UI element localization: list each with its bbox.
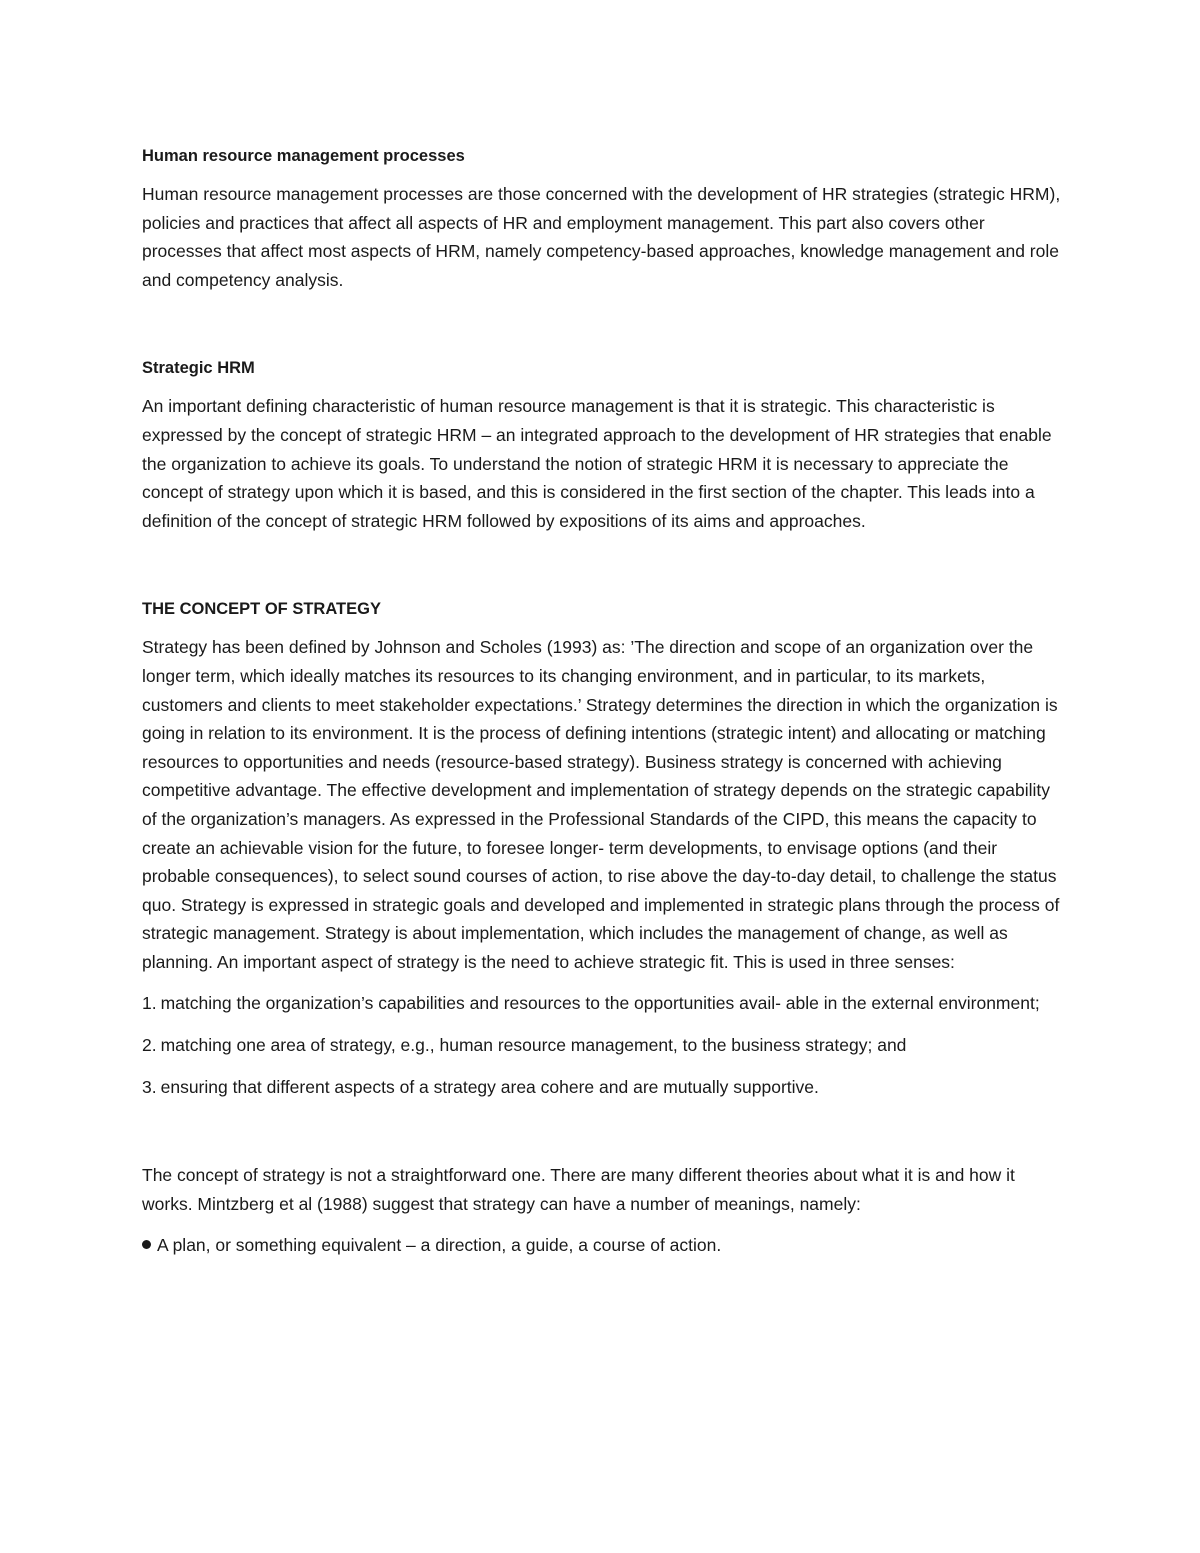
list-item-number: 2. [142,1035,157,1056]
list-item [142,1031,1062,1060]
bullet-item [142,1231,1062,1260]
list-item [142,989,1062,1018]
list-item-number: 3. [142,1076,157,1097]
list-item [142,1073,1062,1102]
paragraph-hrm-processes: Human resource management processes are those concerned with the development of HR strategies (strategic HRM), policies and practices that affect all aspects of HR and employment management. This part also covers other processes that affect most aspects of HRM, namely competency-based approaches, knowledge management and role and competency analysis. [142,184,1061,290]
bullet-icon [142,1240,151,1249]
bullet-item-text: A plan, or something equivalent – a direction, a guide, a course of action. [157,1235,722,1256]
document-page [142,142,1062,1260]
section-heading-strategic-hrm: Strategic HRM [142,359,255,378]
paragraph-strategy-meanings: The concept of strategy is not a straightforward one. There are many different theories about what it is and how it works. Mintzberg et al (1988) suggest that strategy can have a number of meanings, namely: [142,1165,1015,1214]
list-item-text: matching one area of strategy, e.g., human resource management, to the business strategy; and [160,1035,907,1056]
bullet-list [142,1231,1062,1260]
list-item-text: ensuring that different aspects of a strategy area cohere and are mutually supportive. [160,1076,819,1097]
paragraph-strategic-hrm: An important defining characteristic of human resource management is that it is strategic. This characteristic is expressed by the concept of strategic HRM – an integrated approach to the development of HR strategies that enable the organization to achieve its goals. To understand the notion of strategic HRM it is necessary to appreciate the concept of strategy upon which it is based, and this is considered in the first section of the chapter. This leads into a definition of the concept of strategic HRM followed by expositions of its aims and approaches. [142,396,1052,531]
section-heading-hrm-processes: Human resource management processes [142,147,465,165]
list-item-text: matching the organization’s capabilities and resources to the opportunities avail- able in the external environment; [160,993,1040,1014]
section-heading-concept-of-strategy: THE CONCEPT OF STRATEGY [142,600,381,619]
list-item-number: 1. [142,993,157,1014]
numbered-list [142,989,1062,1101]
paragraph-concept-of-strategy: Strategy has been defined by Johnson and Scholes (1993) as: ’The direction and scope of an organization over the longer term, which ideally matches its resources to its changing environment, and in particular, to its markets, customers and clients to meet stakeholder expectations.’ Strategy determines the direction in which the organization is going in relation to its environment. It is the process of defining intentions (strategic intent) and allocating or matching resources to opportunities and needs (resource-based strategy). Business strategy is concerned with achieving competitive advantage. The effective development and implementation of strategy depends on the strategic capability of the organization’s managers. As expressed in the Professional Standards of the CIPD, this means the capacity to create an achievable vision for the future, to foresee longer- term developments, to envisage options (and their probable consequences), to select sound courses of action, to rise above the day-to-day detail, to challenge the status quo. Strategy is expressed in strategic goals and developed and implemented in strategic plans through the process of strategic management. Strategy is about implementation, which includes the management of change, as well as planning. An important aspect of strategy is the need to achieve strategic fit. This is used in three senses: [142,637,1060,972]
